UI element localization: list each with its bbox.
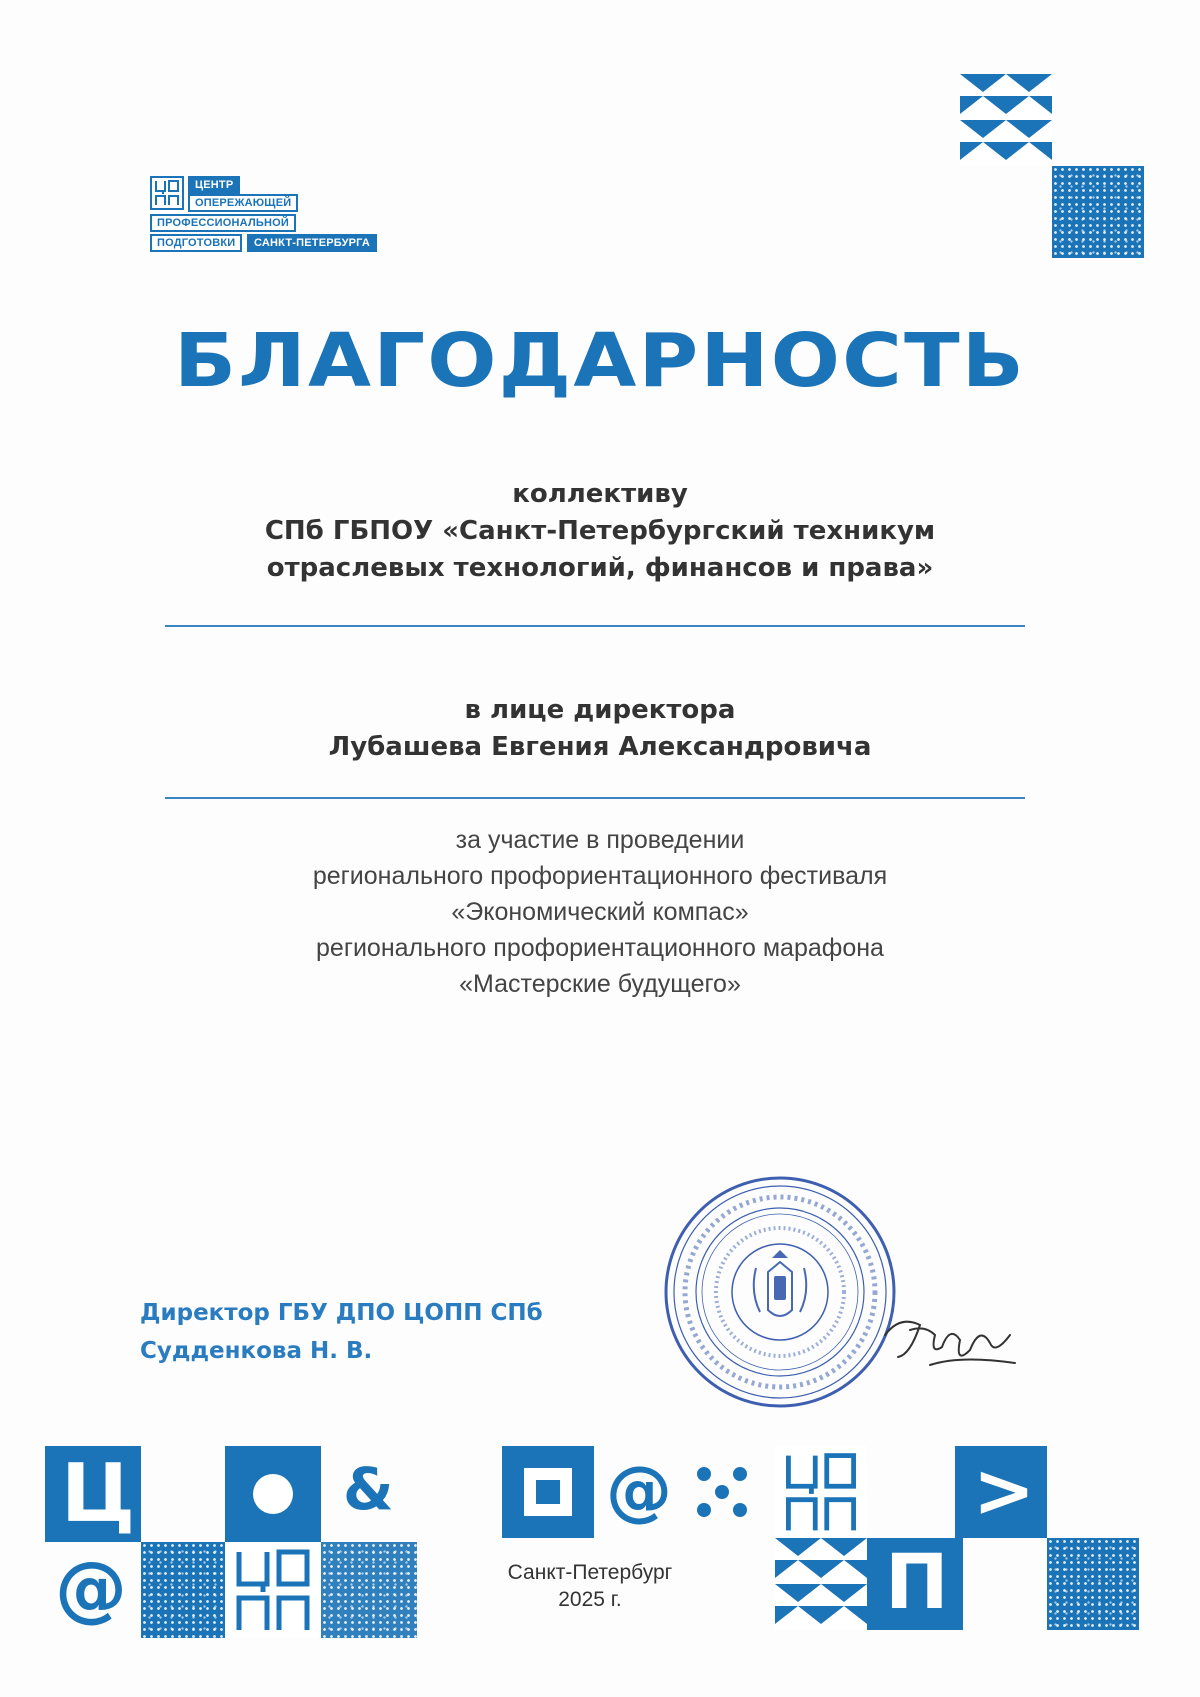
at-sign-glyph-2: @ xyxy=(606,1452,672,1529)
bottom-chevron-tile xyxy=(955,1446,1047,1538)
chevron-right-icon: > xyxy=(973,1448,1036,1534)
divider-2 xyxy=(165,797,1025,799)
bottom-dots-tile-3 xyxy=(1047,1538,1139,1630)
signatory-block xyxy=(140,1294,543,1370)
bottom-at-tile-2 xyxy=(594,1446,686,1538)
logo-line-1: ЦЕНТР xyxy=(188,176,240,194)
copp-logo xyxy=(150,176,450,258)
recipient-line-1: коллективу xyxy=(512,479,688,509)
logo-line-3: ПРОФЕССИОНАЛЬНОЙ xyxy=(150,214,296,232)
reason-line-3: «Экономический компас» xyxy=(451,898,749,926)
bottom-zigzag-tile xyxy=(775,1538,867,1630)
bottom-pi-tile xyxy=(867,1538,963,1630)
bottom-copp-mark-tile xyxy=(225,1542,321,1638)
logo-line-2: ОПЕРЕЖАЮЩЕЙ xyxy=(188,194,298,212)
bottom-circle-tile xyxy=(225,1446,321,1542)
reason-line-5: «Мастерские будущего» xyxy=(459,970,741,998)
bottom-copp-mark-tile-2 xyxy=(775,1446,867,1538)
pi-letter-glyph: П xyxy=(885,1538,949,1626)
issue-year: 2025 г. xyxy=(558,1588,622,1611)
top-zigzag-tile xyxy=(960,74,1052,166)
top-dots-tile xyxy=(1052,166,1144,258)
at-sign-glyph: @ xyxy=(55,1546,127,1630)
bottom-square-grid-tile xyxy=(502,1446,594,1538)
issue-city: Санкт-Петербург xyxy=(507,1561,673,1584)
representative-block xyxy=(0,692,1200,766)
ts-letter-glyph: Ц xyxy=(61,1447,136,1540)
bottom-dots-pattern-tile xyxy=(686,1446,762,1538)
bottom-dots-tile-2 xyxy=(321,1542,417,1638)
document-title: БЛАГОДАРНОСТЬ xyxy=(173,318,1027,404)
bottom-at-tile xyxy=(45,1542,141,1638)
reason-line-2: регионального профориентационного фестиваля xyxy=(312,862,888,890)
reason-line-1: за участие в проведении xyxy=(455,826,745,854)
handwritten-signature xyxy=(880,1295,1020,1385)
copp-logo-icon xyxy=(150,176,184,210)
reason-block xyxy=(0,822,1200,1002)
official-seal-stamp xyxy=(660,1172,900,1412)
ampersand-glyph: & xyxy=(343,1455,394,1523)
recipient-block xyxy=(0,476,1200,587)
recipient-line-2: СПб ГБПОУ «Санкт-Петербургский техникум xyxy=(264,516,936,546)
signatory-position: Директор ГБУ ДПО ЦОПП СПб xyxy=(140,1300,543,1326)
divider-1 xyxy=(165,625,1025,627)
recipient-line-3: отраслевых технологий, финансов и права» xyxy=(266,553,934,583)
signatory-name: Судденкова Н. В. xyxy=(140,1338,373,1364)
logo-line-5: САНКТ-ПЕТЕРБУРГА xyxy=(247,234,377,252)
bottom-dots-tile-1 xyxy=(141,1542,225,1638)
representative-name: Лубашева Евгения Александровича xyxy=(328,732,872,762)
representative-line-1: в лице директора xyxy=(464,695,736,725)
bottom-ts-tile xyxy=(45,1446,141,1542)
issue-place-date xyxy=(470,1559,710,1613)
reason-line-4: регионального профориентационного марафона xyxy=(316,934,884,962)
logo-line-4: ПОДГОТОВКИ xyxy=(150,234,242,252)
circle-icon xyxy=(253,1474,293,1514)
bottom-amp-tile xyxy=(321,1446,417,1542)
